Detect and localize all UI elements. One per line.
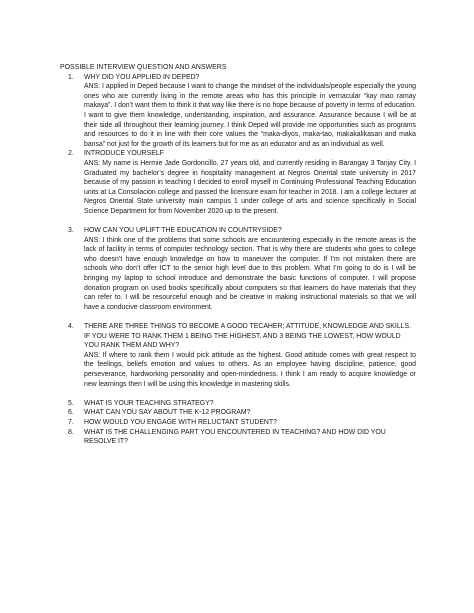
question-text: HOW WOULD YOU ENGAGE WITH RELUCTANT STUDENT? (84, 418, 277, 426)
question-text: WHAT IS YOUR TEACHING STRATEGY? (84, 399, 214, 407)
question-text: HOW CAN YOU UPLIFT THE EDUCATION IN COUNTRYSIDE? (84, 227, 282, 235)
spacer (60, 217, 416, 227)
question-item-5 (60, 399, 416, 409)
spacer (60, 389, 416, 399)
item-number: 4. (68, 323, 74, 331)
answer-text: ANS: I think one of the problems that some schools are encountering especially in the remote areas is the lack of facility in terms of computer technology section. That is why there are students who goes to college who doesn’t have enough knowledge on how to maneuver the computer. If I’m not mistaken there are schools who don’t offer ICT to the senior high level due to this problem. What I’m going to do is I will be bringing my laptop to school introduce and demonstrate the basic functions of computer. I will propose donation program on used books specifically about computers so that learners do have materials that they can refer to. I will be resourceful enough and be creative in making instructional materials so that we will have a conducive classroom environment. (84, 236, 416, 311)
item-number: 8. (68, 428, 74, 436)
spacer (60, 312, 416, 322)
answer-text: ANS: My name is Hermie Jade Gordoncillo, 27 years old, and currently residing in Barangay 3 Tanjay City. I Graduated my bachelor’s degree in hospitality management at Negros Oriental state university in 2017 because of my passion in teaching I decided to enroll myself in Continuing Professional Teaching Education units at La Consolacion college and passed the licensure exam for teacher in 2018. I am a college lecturer at Negros Oriental State university main campus 1 under college of arts and science specifically in Social Science Department for from November 2020 up to the present. (84, 159, 416, 215)
question-text: WHY DID YOU APPLIED IN DEPED? (84, 73, 200, 81)
question-text: THERE ARE THREE THINGS TO BECOME A GOOD TECAHER; ATTITUDE, KNOWLEDGE AND SKILLS. IF YOU WERE TO RANK THEM 1 BEING THE HIGHEST, AND 3 BEING THE LOWEST, HOW WOULD YOU RANK THEM AND WHY? (84, 323, 411, 350)
question-item-8 (60, 428, 416, 447)
question-text: INTRODUCE YOURSELF (84, 150, 164, 158)
question-item-2 (60, 149, 416, 216)
item-number: 1. (68, 73, 74, 81)
item-number: 3. (68, 227, 74, 235)
item-number: 5. (68, 399, 74, 407)
item-number: 7. (68, 418, 74, 426)
item-number: 2. (68, 150, 74, 158)
item-number: 6. (68, 409, 74, 417)
question-item-4 (60, 322, 416, 389)
question-item-1 (60, 73, 416, 150)
answer-text: ANS: I applied in Deped because I want to change the mindset of the individuals/people especially the young ones who are currently living in the remote areas who has this principle in vernacular “kay mao ramay makaya”. I don’t want them to think it that way like there is no hope because of poverty in terms of education. I want to give them knowledge, understanding, inspiration, and assurance. Assurance because I will be at their side all throughout their learning journey. I think Deped will provide me opportunities such as programs and resources to do it in line with their core values the “maka-diyos, maka-tao, makakalikasan and maka bansa” not just for the growth of its learners but for me as an educator and as an individual as well. (84, 83, 416, 148)
question-item-7 (60, 418, 416, 428)
question-item-3 (60, 226, 416, 312)
question-text: WHAT IS THE CHALLENGING PART YOU ENCOUNTERED IN TEACHING? AND HOW DID YOU RESOLVE IT? (84, 428, 386, 446)
question-list (60, 73, 416, 447)
question-text: WHAT CAN YOU SAY ABOUT THE K-12 PROGRAM? (84, 409, 251, 417)
question-item-6 (60, 408, 416, 418)
document-title: POSSIBLE INTERVIEW QUESTION AND ANSWERS (60, 64, 227, 71)
answer-text: ANS: If where to rank them I would pick attitude as the highest. Good attitude comes with great respect to the feelings, beliefs emotion and values to others. As an employee having discipline, patience, good perseverance, hardworking personality and open-mindedness. I think I am ready to acquire knowledge or new learnings then I will be using this knowledge in mastering skills. (84, 351, 416, 388)
